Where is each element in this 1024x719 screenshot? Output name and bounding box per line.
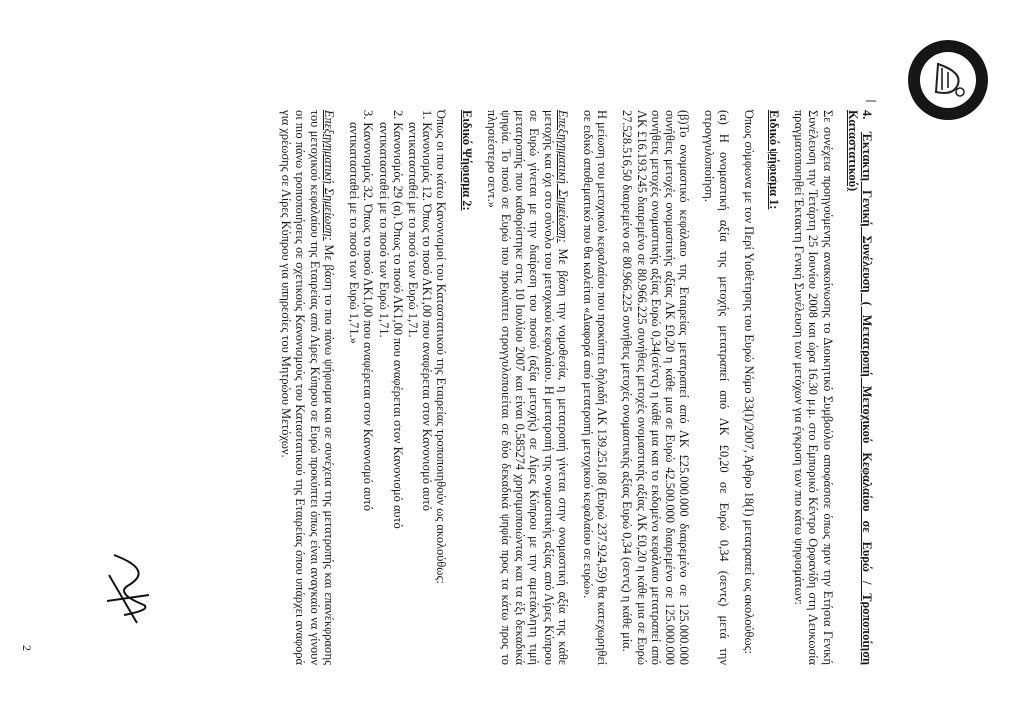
resolution-2-label: Ειδικό Ψήφισμα 2: [459, 110, 474, 211]
margin-mark [866, 100, 876, 102]
note-text: Με βάση το πιο πάνω ψήφισμα και σε συνέχεια της μετατροπής και επανέκφρασης του μετοχικού κεφαλαίου της Εταιρείας από Λίρες Κύπρου σε Ευρώ προκύπτει όπως είναι αναγκαίο να γίνουν οι πιο πάνω τροποποιήσεις σε σχετικούς Κανονισμούς του Καταστατικού της Εταιρείας όπου υπάρχει αναφορά για χρέωσης σε Λίρες Κύπρου για υπηρεσίες του Μητρώου Μετόχων. [279, 110, 336, 665]
page-number: 2 [20, 645, 34, 651]
resolution-1-item-b: (β)Το ονομαστικό κεφάλαιο της Εταιρείας μετατραπεί από ΛΚ £25.000.000 διαιρεμένο σε 125.000.000 συνήθεις μετοχές ονομαστικής αξίας ΛΚ £0,20 η κάθε μια σε Ευρώ 42.500.000 διαιρεμένο σε 125.000.000 συνήθεις μετοχές ονομαστικής αξίας Ευρώ 0,34(σέντς) η κάθε μια και το εκδομένο κεφάλαιο μετατραπεί από ΛΚ £16.193.245 διαιρεμένο σε 80.966.225 συνήθεις μετοχές ονομαστικής αξίας ΛΚ £0,20 η κάθε μια σε Ευρώ 27.528.516,50 διαιρεμένο σε 80.966.225 συνήθεις μετοχές ονομαστικής αξίας Ευρώ 0,34 (σεντς) η κάθε μία. [620, 110, 692, 665]
handwritten-signature [99, 545, 159, 635]
resolution-1-label: Ειδικό ψήφισμα 1: [766, 110, 781, 210]
section-number: 4. [860, 110, 874, 120]
resolution-2-lead: Όπως οι πιο κάτω Κανονισμοί του Καταστατικού της Εταιρείας τροποποιηθούν ως ακολούθως: [434, 110, 449, 584]
resolution-1-reserve-text: Η μείωση του μετοχικού κεφαλαίου που προκύπτει δηλαδή ΛΚ 139.251,08 (Ευρώ 237.924,59) θα κατεχωρηθεί σε ειδικό αποθεματικό που θα καλείται «Διαφορά από μετατροπή μετοχικού κεφαλαίου σε ευρώ». [580, 110, 610, 665]
resolution-2-note [279, 110, 336, 665]
note-label: Επεξηγηματική Σημείωση: [321, 110, 336, 241]
list-item-text: 1. Κανονισμός 12. Όπως το ποσό ΛΚ1,00 που αναφέρεται στον Κανονισμό αυτό [420, 110, 435, 511]
list-item-continuation: αντικατασταθεί με το ποσό των Ευρώ 1,71. [405, 122, 420, 338]
document-body [268, 110, 874, 665]
company-seal-logo [908, 40, 988, 120]
list-item [347, 110, 375, 665]
note-text: Με βάση την νομοθεσία, η μετατροπή γίνεται στην ονομαστική αξία της κάθε μετοχής και όχι στο σύνολο του μετοχικού κεφαλαίου. Η μετατροπή της ονομαστικής αξίας από Λίρες Κύπρου σε Ευρώ γίνεται με την διαίρεση του ποσού (αξία μετοχής) σε Λίρες Κύπρου με την αμετάκλητη τιμή μετατροπής που καθορίστηκε στις 10 Ιουλίου 2007 και είναι 0,585274 χρησιμοποιώντας και τα έξι δεκαδικά ψηφία. Το ποσό σε Ευρώ που προκύπτει στρογγυλοποιείται σε δύο δεκαδικά ψηφία προς τα κάτω προς το πλησιέστερο σεντ.» [484, 110, 570, 666]
list-item-text: 3. Κανονισμός 32. Όπως το ποσό ΛΚ1,00 που αναφέρεται στον Κανονισμό αυτό [361, 110, 376, 511]
list-item [406, 110, 434, 665]
section-title: Έκτακτη Γενική Συνέλευση ( Μετατροπή Μετοχικού Κεφαλαίου σε Ευρώ / Τροποποίηση Καταστατικού) [845, 110, 874, 665]
list-item-continuation: αντικατασταθεί με το ποσό των Ευρώ 1,71. [376, 122, 391, 338]
section-heading [846, 110, 874, 665]
note-label: Επεξηγηματική Σημείωση: [555, 110, 570, 243]
list-item-text: 2. Κανονισμός 29 (α). Όπως το ποσό ΛΚ1,00 που αναφέρεται στον Κανονισμό αυτό [390, 110, 405, 529]
resolution-1-item-a: (α) Η ονομαστική αξία της μετοχής μετατραπεί από ΛΚ £0,20 σε Ευρώ 0,34 (σεντς) μετά την στρογγυλοποίηση. [702, 110, 731, 665]
list-item-continuation: αντικατασταθεί με το ποσό των Ευρώ 1,71.» [347, 122, 362, 344]
resolution-1-note [485, 110, 570, 665]
resolution-1-lead: Όπως σύμφωνα με τον Περί Υιοθέτησης του Ευρώ Νόμο 33(I)/2007, Άρθρο 18(I) μετατραπεί ως ακολούθως: [741, 110, 756, 654]
intro-paragraph: Σε συνέχεια προηγούμενης ανακοίνωσης το Διοικητικό Συμβούλιο αποφάσισε όπως πριν την Ετήσια Γενική Συνέλευση την Τετάρτη 25 Ιουνίου 2008 και ώρα 16.30 μ.μ. στο Εμπορικό Κέντρο Ορφανίδη στη Λευκωσία πραγματοποιηθεί Έκτακτη Γενική Συνέλευση των μετόχων για έγκριση των πιο κάτω ψηφισμάτων: [792, 110, 835, 665]
list-item [376, 110, 404, 665]
resolution-2-block [347, 110, 448, 665]
